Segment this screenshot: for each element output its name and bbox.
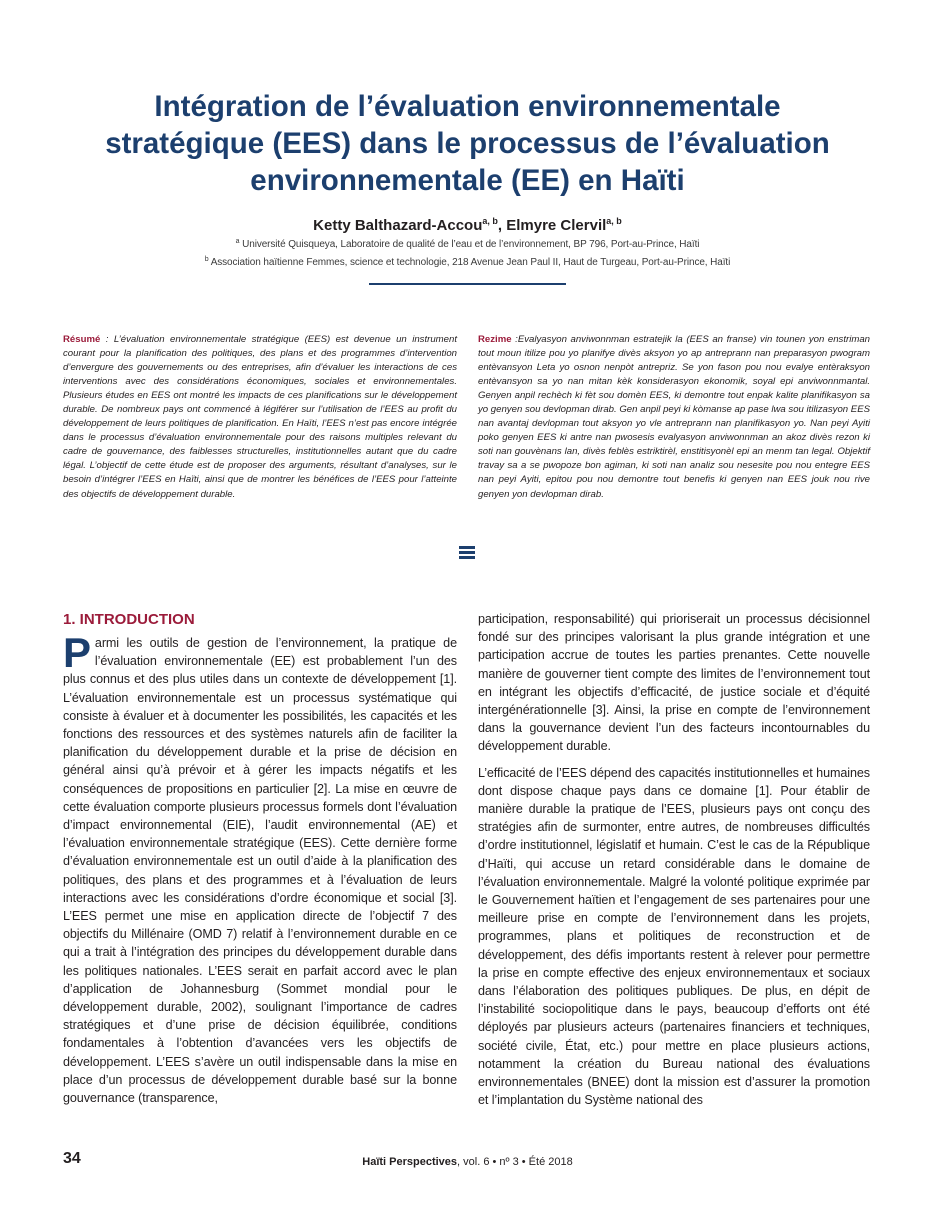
journal-issue: , vol. 6 • nº 3 • Été 2018 [457, 1156, 573, 1168]
abstract-text: : L’évaluation environnementale stratégique (EES) est devenue un instrument courant pour la planification des politiques, des plans et des programmes d’intervention d’envergure des gouvernements ou des entreprises, afin d’évaluer les interactions de ces interventions avec des considérations économiques, sociales et environnementales. Plusieurs études en EES ont montré les impacts de ces planifications sur le développement durable. De nombreux pays ont commencé à légiférer sur l’utilisation de l’EES au profit du développement de leurs politiques de planification. En Haïti, l’EES n’est pas encore intégrée dans le processus d’évaluation environnementale pour des raisons multiples relevant du cadre de gouvernance, des faiblesses structurelles, institutionnelles autant que du cadre légal. L’objectif de cette étude est de proposer des arguments, résultant d’analyses, sur le besoin d’intégrer l’EES en Haïti, ainsi que de montrer les bénéfices de l’EES pour l’atteinte des objectifs de développement durable. [63, 334, 457, 500]
title-line: environnementale (EE) en Haïti [250, 164, 685, 197]
author-affiliation-mark: a, b [606, 216, 622, 226]
author-name: Ketty Balthazard-Accou [313, 217, 483, 234]
abstract-label: Résumé [63, 334, 101, 345]
author-list [60, 211, 875, 236]
author-affiliation-mark: a, b [482, 216, 498, 226]
body-paragraph: L’efficacité de l’EES dépend des capacités institutionnelles et humaines dont dispose chaque pays dans ce domaine [1]. Pour établir de manière durable la pratique de l’EES, plusieurs pays ont conçu des stratégies afin de surmonter, entre autres, de nombreuses difficultés d’ordre institutionnel, législatif et humain. C’est le cas de la République d’Haïti, qui accuse un retard considérable dans le domaine de l’évaluation environnementale. Malgré la volonté politique exprimée par le Gouvernement haïtien et l’engagement de ses partenaires pour une meilleure prise en compte de l’environnement dans les projets, programmes, plans et politiques de reconstruction et de développement, des défis importants restent à relever pour permettre la prise en compte effective des enjeux environnementaux et sociaux dans l’élaboration des politiques publiques. De plus, en dépit de l’instabilité sociopolitique dans le pays, beaucoup d’efforts ont été déployés par plusieurs acteurs (partenaires financiers et techniques, société civile, État, etc.) pour mettre en place plusieurs actions, notamment la création du Bureau national des évaluations environnementales (BNEE) dont la mission est d’assurer la promotion et l’implantation du Système national des [478, 765, 870, 1108]
affiliation-mark: a [235, 238, 240, 245]
title-line: stratégique (EES) dans le processus de l’évaluation [105, 127, 830, 160]
body-paragraph [63, 629, 457, 1107]
abstract-text: :Evalyasyon anviwonnman estratejik la (EES an franse) vin tounen yon enstriman tout moun itilize pou yo planifye divès aksyon yo ap antreprann nan preparasyon pwogram entèvansyon Leta yo osnon nenpòt antrepriz. Se yon fason pou nou evalye entèraksyon entèvansyon sa yo nan mitan kèk konsiderasyon ekonomik, soyal epi anviwonnmantal. Genyen anpil rechèch ki fèt sou domèn EES, ki demontre tout enpak kalite planifikasyon sa yo genyen sou devlopman dirab. Gen anpil peyi ki kòmanse ap pase lwa sou itilizasyon EES nan avantaj devlopman tout aksyon yo vle antreprann nan planifikasyon yo. Nan peyi Ayiti poko genyen EES ki antre nan pwosesis evalyasyon anviwonnman an akoz divès rezon ki soti nan gouvènans lan, divès feblès estriktirèl, enstitisyonèl epi an menm tan legal. Objektif travay sa a se pwopoze bon agiman, ki soti nan analiz sou nesesite pou nou entegre EES nan peyi Ayiti, epitou pou nou demontre tout benefis ki genyen nan EES jouk nou rive genyen yon devlopman dirab. [478, 334, 870, 500]
abstract-label: Rezime [478, 334, 512, 345]
journal-name: Haïti Perspectives [362, 1156, 458, 1168]
page-number: 34 [63, 1150, 81, 1167]
affiliation-mark: b [204, 256, 209, 263]
author-name: Elmyre Clervil [506, 217, 607, 234]
body-paragraph: participation, responsabilité) qui prioriserait un processus décisionnel fondé sur des principes valorisant la plus grande intégration et une participation accrue de toutes les parties prenantes. Cette nouvelle manière de gouverner tient compte des limites de l’environnement tout en intégrant les objectifs d’efficacité, de justice sociale et d’équité intergénérationnelle [3]. Ainsi, la prise en compte de l’environnement dans la gouvernance devient l’un des facteurs incontournables du développement durable. [478, 612, 870, 754]
drop-cap: P [63, 629, 91, 676]
affiliation-a [60, 235, 875, 252]
menu-lines-icon [459, 546, 475, 560]
paragraph-text: armi les outils de gestion de l’environnement, la pratique de l’évaluation environnementale (EE) est probablement l’un des plus connus et des plus utiles dans un contexte de développement [1]. L’évaluation environnementale est un processus systématique qui consiste à évaluer et à documenter les possibilités, les capacités et les fonctions des ressources et des systèmes naturels afin de faciliter la planification du développement durable et la prise de décision en général ainsi qu’à prévoir et à gérer les impacts négatifs et les conséquences de propositions en particulier [2]. La mise en œuvre de cette évaluation comporte plusieurs processus formels dont l’évaluation d’impact environnemental (EIE), l’audit environnemental (AE) et l’évaluation environnementale stratégique (EES). Cette dernière forme d’évaluation environnementale est un outil d’aide à la planification des politiques, des plans et des programmes et à l’évaluation de leurs interactions avec les considérations d’ordre économique et social [3]. L’EES permet une mise en application directe de l’objectif 7 des objectifs du Millénaire (OMD 7) relatif à l’environnement durable en ce qui a trait à l’intégration des principes du développement durable dans les politiques nationales. L’EES serait en parfait accord avec le plan d’application de Johannesburg (Sommet mondial pour le développement durable, 2002), soulignant l’importance de cadres stratégiques et d’une prise de décision équilibrée, conditions fondamentales à l’obtention d’avancées vers les objectifs de développement. L’EES s’avère un outil indispensable dans la mise en place d’un processus de développement durable basé sur la bonne gouvernance (transparence, [63, 636, 457, 1106]
abstract-creole [478, 333, 870, 502]
section-heading: 1. INTRODUCTION [63, 611, 195, 628]
article-title [60, 88, 875, 199]
abstract-french [63, 333, 457, 502]
affiliation-text: Université Quisqueya, Laboratoire de qualité de l’eau et de l’environnement, BP 796, Port-au-Prince, Haïti [242, 239, 700, 250]
body-column-left [63, 629, 457, 1107]
body-column-right [478, 610, 870, 1109]
affiliation-b [60, 253, 875, 270]
author-separator: , [497, 217, 507, 234]
title-divider [369, 283, 566, 285]
title-line: Intégration de l’évaluation environnementale [154, 90, 781, 123]
affiliation-text: Association haïtienne Femmes, science et technologie, 218 Avenue Jean Paul II, Haut de Turgeau, Port-au-Prince, Haïti [210, 257, 731, 268]
journal-citation [0, 1155, 935, 1169]
